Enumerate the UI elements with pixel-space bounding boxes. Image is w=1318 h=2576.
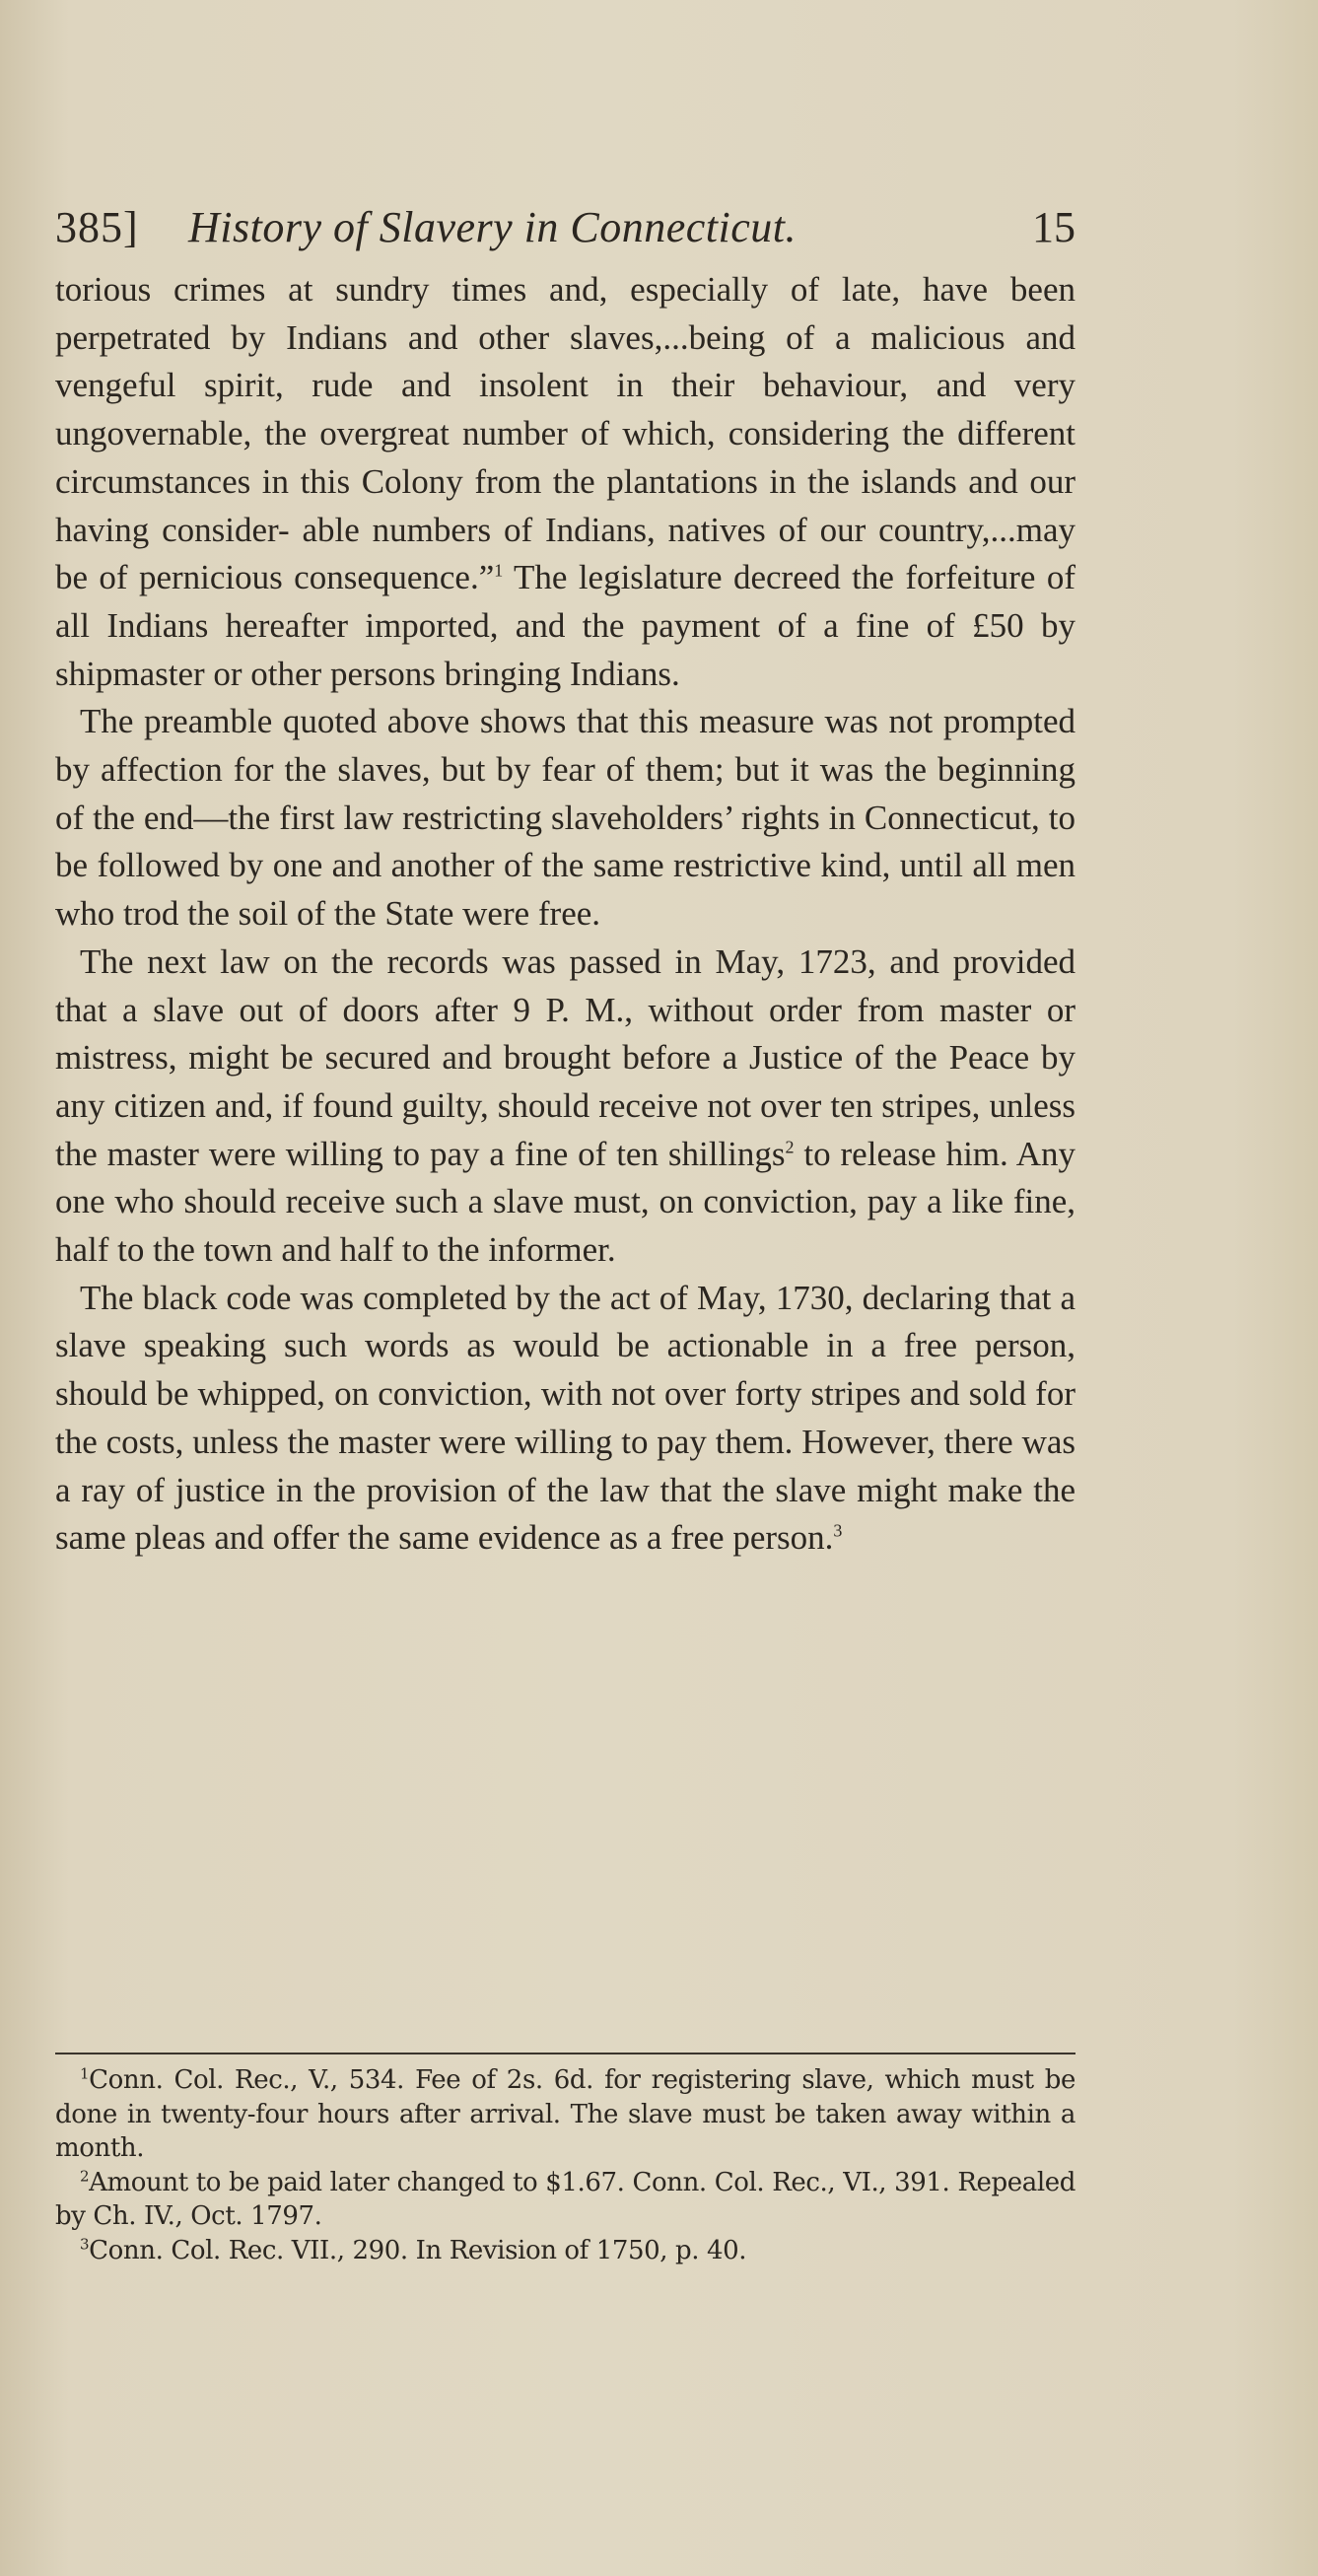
- body-text: [55, 266, 1075, 1563]
- footnote-2-mark: 2: [80, 2166, 90, 2185]
- paragraph-1-text-a: torious crimes at sundry times and, especially of late, have been perpetrated by Indians and other slaves,...being of a malicious and vengeful spirit, rude and insolent in their behaviour, and very ungovernable, the overgreat number of which, considering the different circumstances in this Colony from the plantations in the islands and our having consider- able numbers of Indians, natives of our country,...may be of pernicious consequence.”: [55, 270, 1075, 597]
- footnotes: [55, 2063, 1075, 2267]
- page-number-left: 385]: [55, 203, 139, 251]
- paragraph-3: [55, 939, 1075, 1275]
- footnote-2-text: Amount to be paid later changed to $1.67. Conn. Col. Rec., VI., 391. Repealed by Ch. IV., Oct. 1797.: [55, 2167, 1075, 2231]
- footnote-ref-2: 2: [785, 1137, 795, 1156]
- paragraph-3-text-b: to release him. Any one who should receive such a slave must, on conviction, pay a like fine, half to the town and half to the informer.: [55, 1134, 1076, 1270]
- footnote-3-text: Conn. Col. Rec. VII., 290. In Revision of 1750, p. 40.: [89, 2235, 747, 2265]
- paragraph-2: The preamble quoted above shows that this measure was not prompted by affection for the slaves, but by fear of them; but it was the beginning of the end—the first law restricting slaveholders’ rights in Connecticut, to be followed by one and another of the same restrictive kind, until all men who trod the soil of the State were free.: [55, 702, 1075, 934]
- footnote-3: [55, 2234, 1075, 2268]
- paragraph-1: [55, 266, 1075, 698]
- paragraph-4-text-a: The black code was completed by the act of May, 1730, declaring that a slave speaking such words as would be actionable in a free person, should be whipped, on conviction, with not over forty stripes and sold for the costs, unless the master were willing to pay them. However, there was a ray of justice in the provision of the law that the slave might make the same pleas and offer the same evidence as a free person.: [55, 1278, 1075, 1558]
- page-number-right: 15: [1032, 203, 1075, 251]
- footnote-1-text: Conn. Col. Rec., V., 534. Fee of 2s. 6d. for registering slave, which must be done in twenty-four hours after arrival. The slave must be taken away within a month.: [55, 2065, 1075, 2163]
- footnote-rule: [55, 2053, 1075, 2054]
- footnote-ref-1: 1: [494, 560, 504, 581]
- paragraph-1-text-b: The legislature decreed the forfeiture of all Indians hereafter imported, and the payment of a fine of £50 by shipmaster or other persons bringing Indians.: [55, 558, 1076, 693]
- footnote-3-mark: 3: [80, 2234, 90, 2253]
- paragraph-3-text-a: The next law on the records was passed in May, 1723, and provided that a slave out of doors after 9 P. M., without order from master or mistress, might be secured and brought before a Justice of the Peace by any citizen and, if found guilty, should receive not over ten stripes, unless the master were willing to pay a fine of ten shillings: [55, 941, 1075, 1173]
- footnote-2: [55, 2166, 1075, 2234]
- running-title: History of Slavery in Connecticut.: [188, 203, 797, 251]
- footnote-1: [55, 2063, 1075, 2166]
- footnote-1-mark: 1: [80, 2064, 90, 2083]
- footnote-ref-3: 3: [833, 1520, 843, 1541]
- paragraph-4: [55, 1275, 1075, 1563]
- running-header: [55, 202, 1075, 271]
